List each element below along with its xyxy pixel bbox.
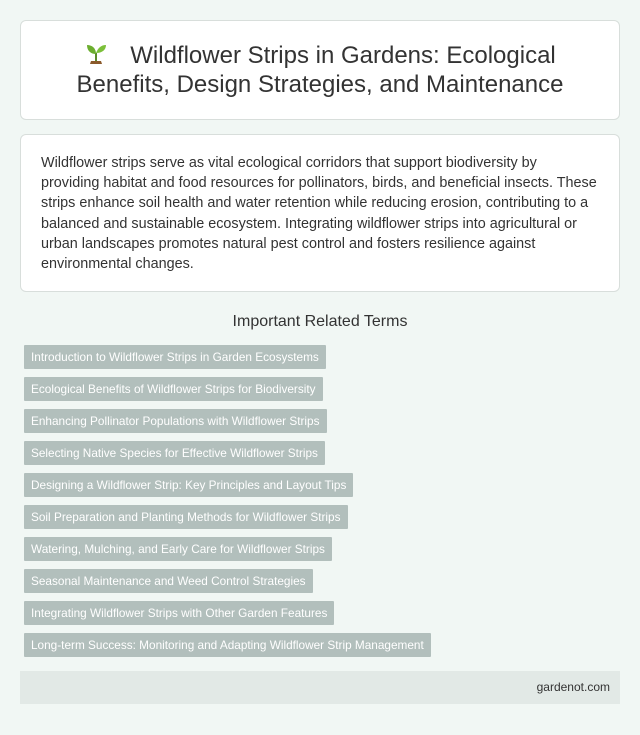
related-term-item [24,473,431,497]
related-term-item [24,633,431,657]
related-term-tag[interactable]: Long-term Success: Monitoring and Adapting Wildflower Strip Management [24,633,431,657]
related-term-tag[interactable]: Seasonal Maintenance and Weed Control Strategies [24,569,313,593]
related-term-tag[interactable]: Soil Preparation and Planting Methods for Wildflower Strips [24,505,348,529]
page-title-text: Wildflower Strips in Gardens: Ecological Benefits, Design Strategies, and Maintenance [76,42,564,98]
related-term-tag[interactable]: Designing a Wildflower Strip: Key Principles and Layout Tips [24,473,353,497]
related-term-item [24,569,431,593]
related-term-tag[interactable]: Ecological Benefits of Wildflower Strips for Biodiversity [24,377,323,401]
related-term-tag[interactable]: Introduction to Wildflower Strips in Garden Ecosystems [24,345,326,369]
title-card [20,20,620,120]
summary-text: Wildflower strips serve as vital ecological corridors that support biodiversity by providing habitat and food resources for pollinators, birds, and beneficial insects. These strips enhance soil health and water retention while reducing erosion, contributing to a balanced and sustainable ecosystem. Integrating wildflower strips into agricultural or urban landscapes promotes natural pest control and fosters resilience against environmental changes. [41,155,597,273]
related-terms-list [24,345,431,665]
related-term-tag[interactable]: Integrating Wildflower Strips with Other Garden Features [24,601,334,625]
footer [20,671,620,704]
related-term-tag[interactable]: Selecting Native Species for Effective Wildflower Strips [24,441,325,465]
seedling-icon [84,41,108,65]
related-term-item [24,537,431,561]
footer-site-name[interactable]: gardenot.com [536,680,610,694]
related-term-item [24,377,431,401]
page-title [51,41,589,99]
related-term-item [24,345,431,369]
related-term-tag[interactable]: Enhancing Pollinator Populations with Wildflower Strips [24,409,327,433]
related-term-item [24,505,431,529]
summary-card [20,134,620,292]
related-term-item [24,601,431,625]
related-term-tag[interactable]: Watering, Mulching, and Early Care for Wildflower Strips [24,537,332,561]
related-term-item [24,409,431,433]
related-terms-heading: Important Related Terms [232,313,408,330]
related-term-item [24,441,431,465]
